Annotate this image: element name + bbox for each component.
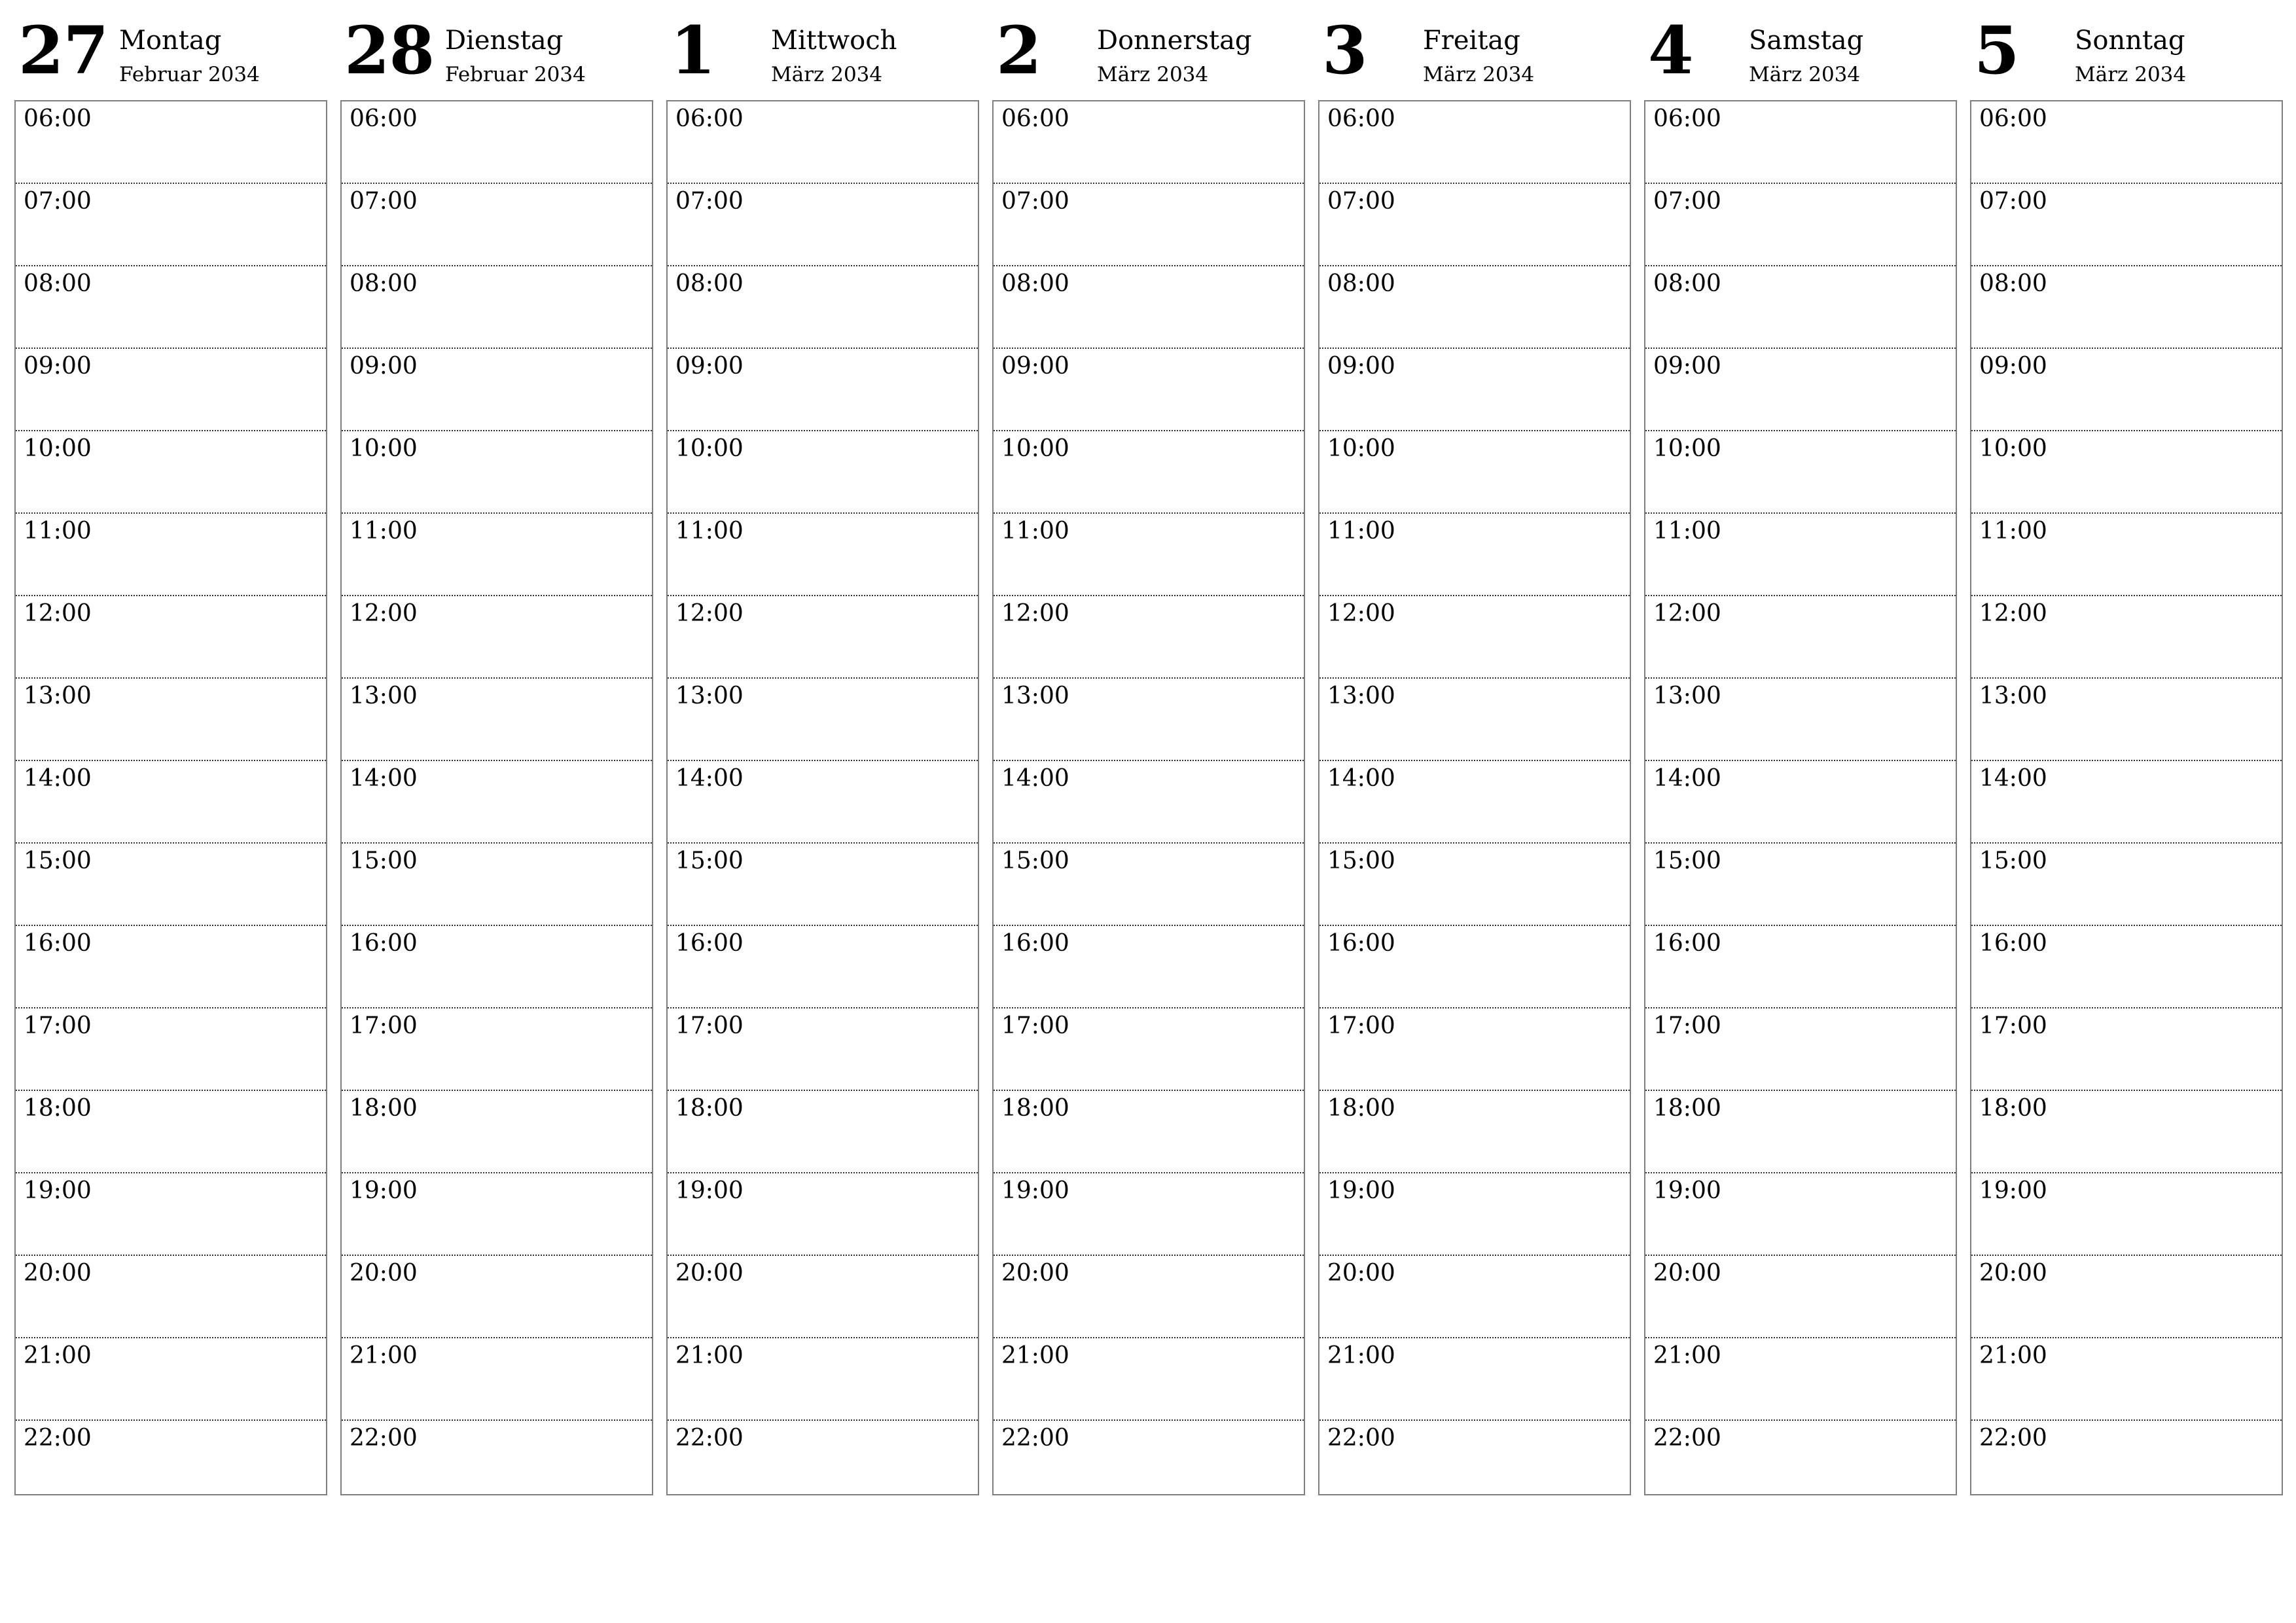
time-label: 22:00 bbox=[1327, 1425, 1395, 1452]
time-slot[interactable] bbox=[1971, 184, 2282, 266]
time-label: 09:00 bbox=[24, 353, 92, 380]
weekday-name: Mittwoch bbox=[771, 26, 897, 56]
time-label: 21:00 bbox=[1327, 1342, 1395, 1369]
time-label: 06:00 bbox=[24, 105, 92, 132]
time-label: 10:00 bbox=[350, 435, 418, 462]
time-label: 14:00 bbox=[24, 765, 92, 792]
time-label: 11:00 bbox=[350, 518, 418, 544]
day-column bbox=[1644, 0, 1957, 1452]
time-label: 16:00 bbox=[1001, 930, 1069, 957]
time-label: 19:00 bbox=[350, 1177, 418, 1204]
time-label: 13:00 bbox=[1979, 683, 2047, 709]
weekday-name: Sonntag bbox=[2075, 26, 2185, 56]
time-label: 11:00 bbox=[1979, 518, 2047, 544]
time-label: 10:00 bbox=[1327, 435, 1395, 462]
time-slot[interactable] bbox=[1971, 926, 2282, 1008]
time-label: 11:00 bbox=[675, 518, 744, 544]
time-label: 06:00 bbox=[1327, 105, 1395, 132]
time-slot[interactable] bbox=[342, 596, 652, 679]
day-number: 3 bbox=[1322, 12, 1367, 89]
time-label: 19:00 bbox=[1979, 1177, 2047, 1204]
time-slot[interactable] bbox=[1971, 431, 2282, 514]
time-slot[interactable] bbox=[1971, 101, 2282, 184]
time-label: 09:00 bbox=[350, 353, 418, 380]
time-label: 07:00 bbox=[1327, 188, 1395, 215]
time-slot[interactable] bbox=[994, 1173, 1304, 1256]
time-label: 16:00 bbox=[1979, 930, 2047, 957]
time-slot[interactable] bbox=[1645, 761, 1956, 844]
time-label: 08:00 bbox=[675, 270, 744, 297]
day-header bbox=[1970, 0, 2283, 99]
day-header bbox=[1318, 0, 1631, 99]
month-year: März 2034 bbox=[2075, 63, 2187, 86]
month-year: Februar 2034 bbox=[119, 63, 260, 86]
time-slot[interactable] bbox=[16, 1008, 326, 1091]
time-label: 18:00 bbox=[350, 1095, 418, 1122]
time-slot[interactable] bbox=[668, 1173, 978, 1256]
time-slot[interactable] bbox=[16, 1256, 326, 1338]
time-slot[interactable] bbox=[994, 844, 1304, 926]
time-slot[interactable] bbox=[1645, 1338, 1956, 1421]
time-slot[interactable] bbox=[342, 431, 652, 514]
time-slot[interactable] bbox=[1971, 1256, 2282, 1338]
time-label: 21:00 bbox=[1001, 1342, 1069, 1369]
time-label: 19:00 bbox=[24, 1177, 92, 1204]
time-label: 06:00 bbox=[1979, 105, 2047, 132]
time-slot[interactable] bbox=[1319, 926, 1630, 1008]
time-label: 12:00 bbox=[1001, 600, 1069, 627]
time-slot[interactable] bbox=[1645, 679, 1956, 761]
time-slot[interactable] bbox=[1645, 431, 1956, 514]
time-label: 09:00 bbox=[1653, 353, 1721, 380]
time-slot[interactable] bbox=[16, 349, 326, 431]
time-label: 06:00 bbox=[1001, 105, 1069, 132]
time-slot[interactable] bbox=[342, 1338, 652, 1421]
time-slot[interactable] bbox=[16, 1421, 326, 1502]
time-slot[interactable] bbox=[668, 514, 978, 596]
time-slot[interactable] bbox=[1319, 514, 1630, 596]
day-number: 28 bbox=[344, 12, 435, 89]
time-slot[interactable] bbox=[16, 514, 326, 596]
time-label: 06:00 bbox=[350, 105, 418, 132]
time-label: 12:00 bbox=[24, 600, 92, 627]
time-slot[interactable] bbox=[994, 679, 1304, 761]
time-label: 14:00 bbox=[1001, 765, 1069, 792]
time-label: 18:00 bbox=[675, 1095, 744, 1122]
time-label: 17:00 bbox=[1327, 1012, 1395, 1039]
time-slot[interactable] bbox=[668, 184, 978, 266]
time-label: 16:00 bbox=[350, 930, 418, 957]
time-label: 17:00 bbox=[24, 1012, 92, 1039]
time-label: 08:00 bbox=[1979, 270, 2047, 297]
time-slot[interactable] bbox=[1645, 514, 1956, 596]
time-label: 17:00 bbox=[675, 1012, 744, 1039]
time-label: 06:00 bbox=[1653, 105, 1721, 132]
time-slot[interactable] bbox=[1971, 349, 2282, 431]
time-label: 22:00 bbox=[1979, 1425, 2047, 1452]
time-slot[interactable] bbox=[342, 1173, 652, 1256]
time-slot[interactable] bbox=[342, 1008, 652, 1091]
time-slot[interactable] bbox=[1971, 514, 2282, 596]
time-label: 12:00 bbox=[1979, 600, 2047, 627]
time-label: 13:00 bbox=[350, 683, 418, 709]
time-label: 22:00 bbox=[675, 1425, 744, 1452]
time-slot[interactable] bbox=[994, 514, 1304, 596]
time-slot[interactable] bbox=[16, 1173, 326, 1256]
time-slot[interactable] bbox=[1645, 1421, 1956, 1502]
time-label: 22:00 bbox=[24, 1425, 92, 1452]
weekday-name: Samstag bbox=[1749, 26, 1864, 56]
time-slot[interactable] bbox=[1319, 184, 1630, 266]
time-label: 09:00 bbox=[1979, 353, 2047, 380]
time-slot[interactable] bbox=[16, 926, 326, 1008]
time-slot[interactable] bbox=[1971, 761, 2282, 844]
day-header bbox=[992, 0, 1305, 99]
time-label: 14:00 bbox=[350, 765, 418, 792]
time-slot[interactable] bbox=[668, 1091, 978, 1173]
time-slot[interactable] bbox=[1319, 844, 1630, 926]
day-schedule-box bbox=[992, 100, 1305, 1495]
time-label: 10:00 bbox=[24, 435, 92, 462]
time-slot[interactable] bbox=[1971, 1008, 2282, 1091]
day-header bbox=[1644, 0, 1957, 99]
time-label: 16:00 bbox=[675, 930, 744, 957]
time-slot[interactable] bbox=[16, 266, 326, 349]
time-slot[interactable] bbox=[1319, 761, 1630, 844]
time-label: 10:00 bbox=[675, 435, 744, 462]
time-label: 22:00 bbox=[1001, 1425, 1069, 1452]
time-label: 19:00 bbox=[1653, 1177, 1721, 1204]
time-slot[interactable] bbox=[1645, 1008, 1956, 1091]
time-slot[interactable] bbox=[994, 101, 1304, 184]
time-label: 17:00 bbox=[1653, 1012, 1721, 1039]
time-label: 11:00 bbox=[1001, 518, 1069, 544]
weekday-name: Freitag bbox=[1423, 26, 1520, 56]
time-label: 09:00 bbox=[1327, 353, 1395, 380]
time-slot[interactable] bbox=[342, 184, 652, 266]
time-label: 10:00 bbox=[1979, 435, 2047, 462]
time-label: 20:00 bbox=[24, 1260, 92, 1287]
time-slot[interactable] bbox=[668, 1421, 978, 1502]
time-label: 13:00 bbox=[1653, 683, 1721, 709]
time-label: 17:00 bbox=[1001, 1012, 1069, 1039]
time-slot[interactable] bbox=[1319, 1338, 1630, 1421]
day-schedule-box bbox=[1644, 100, 1957, 1495]
time-slot[interactable] bbox=[1971, 844, 2282, 926]
time-label: 21:00 bbox=[24, 1342, 92, 1369]
time-label: 08:00 bbox=[24, 270, 92, 297]
time-slot[interactable] bbox=[342, 101, 652, 184]
month-year: März 2034 bbox=[1749, 63, 1861, 86]
time-slot[interactable] bbox=[16, 844, 326, 926]
time-slot[interactable] bbox=[1645, 844, 1956, 926]
time-label: 10:00 bbox=[1001, 435, 1069, 462]
time-slot[interactable] bbox=[1971, 266, 2282, 349]
time-slot[interactable] bbox=[1319, 1173, 1630, 1256]
time-slot[interactable] bbox=[668, 1008, 978, 1091]
time-slot[interactable] bbox=[1645, 101, 1956, 184]
day-column bbox=[666, 0, 979, 1452]
time-label: 19:00 bbox=[675, 1177, 744, 1204]
time-label: 07:00 bbox=[675, 188, 744, 215]
time-slot[interactable] bbox=[994, 596, 1304, 679]
time-label: 20:00 bbox=[1327, 1260, 1395, 1287]
day-schedule-box bbox=[14, 100, 327, 1495]
time-slot[interactable] bbox=[1319, 1421, 1630, 1502]
time-label: 16:00 bbox=[1653, 930, 1721, 957]
time-label: 20:00 bbox=[675, 1260, 744, 1287]
time-slot[interactable] bbox=[1319, 1256, 1630, 1338]
time-slot[interactable] bbox=[994, 1091, 1304, 1173]
weekday-name: Montag bbox=[119, 26, 222, 56]
time-slot[interactable] bbox=[16, 679, 326, 761]
time-label: 07:00 bbox=[350, 188, 418, 215]
time-label: 15:00 bbox=[1979, 847, 2047, 874]
time-slot[interactable] bbox=[342, 1091, 652, 1173]
day-column bbox=[992, 0, 1305, 1452]
time-slot[interactable] bbox=[16, 184, 326, 266]
time-slot[interactable] bbox=[16, 431, 326, 514]
time-label: 19:00 bbox=[1001, 1177, 1069, 1204]
day-column bbox=[340, 0, 653, 1452]
time-slot[interactable] bbox=[994, 266, 1304, 349]
time-label: 15:00 bbox=[1653, 847, 1721, 874]
time-label: 07:00 bbox=[1979, 188, 2047, 215]
time-label: 10:00 bbox=[1653, 435, 1721, 462]
time-label: 18:00 bbox=[1653, 1095, 1721, 1122]
time-slot[interactable] bbox=[1971, 1421, 2282, 1502]
time-label: 22:00 bbox=[1653, 1425, 1721, 1452]
time-slot[interactable] bbox=[994, 184, 1304, 266]
time-label: 21:00 bbox=[350, 1342, 418, 1369]
time-slot[interactable] bbox=[342, 266, 652, 349]
time-label: 20:00 bbox=[1979, 1260, 2047, 1287]
time-label: 18:00 bbox=[1001, 1095, 1069, 1122]
day-number: 2 bbox=[996, 12, 1041, 89]
time-slot[interactable] bbox=[994, 431, 1304, 514]
time-label: 16:00 bbox=[24, 930, 92, 957]
time-slot[interactable] bbox=[1319, 266, 1630, 349]
time-slot[interactable] bbox=[342, 679, 652, 761]
time-slot[interactable] bbox=[16, 761, 326, 844]
time-slot[interactable] bbox=[1319, 349, 1630, 431]
time-label: 15:00 bbox=[350, 847, 418, 874]
time-slot[interactable] bbox=[1971, 1173, 2282, 1256]
time-label: 18:00 bbox=[1327, 1095, 1395, 1122]
time-label: 21:00 bbox=[675, 1342, 744, 1369]
time-slot[interactable] bbox=[1645, 1256, 1956, 1338]
time-slot[interactable] bbox=[994, 1256, 1304, 1338]
time-label: 21:00 bbox=[1979, 1342, 2047, 1369]
time-slot[interactable] bbox=[668, 1338, 978, 1421]
time-label: 14:00 bbox=[1327, 765, 1395, 792]
time-slot[interactable] bbox=[1319, 679, 1630, 761]
time-slot[interactable] bbox=[1971, 1338, 2282, 1421]
time-label: 13:00 bbox=[24, 683, 92, 709]
time-slot[interactable] bbox=[1645, 266, 1956, 349]
time-slot[interactable] bbox=[342, 761, 652, 844]
day-schedule-box bbox=[1970, 100, 2283, 1495]
time-slot[interactable] bbox=[342, 514, 652, 596]
time-slot[interactable] bbox=[1319, 596, 1630, 679]
day-schedule-box bbox=[340, 100, 653, 1495]
time-slot[interactable] bbox=[1971, 1091, 2282, 1173]
time-slot[interactable] bbox=[1645, 1091, 1956, 1173]
time-label: 11:00 bbox=[1327, 518, 1395, 544]
time-slot[interactable] bbox=[1645, 596, 1956, 679]
time-slot[interactable] bbox=[1319, 101, 1630, 184]
month-year: Februar 2034 bbox=[445, 63, 586, 86]
time-label: 09:00 bbox=[1001, 353, 1069, 380]
day-number: 4 bbox=[1648, 12, 1693, 89]
time-slot[interactable] bbox=[994, 1421, 1304, 1502]
time-slot[interactable] bbox=[1645, 184, 1956, 266]
time-slot[interactable] bbox=[668, 679, 978, 761]
day-number: 5 bbox=[1974, 12, 2019, 89]
time-slot[interactable] bbox=[16, 1091, 326, 1173]
time-slot[interactable] bbox=[994, 761, 1304, 844]
time-label: 20:00 bbox=[350, 1260, 418, 1287]
time-label: 21:00 bbox=[1653, 1342, 1721, 1369]
time-label: 20:00 bbox=[1001, 1260, 1069, 1287]
time-slot[interactable] bbox=[1971, 596, 2282, 679]
time-slot[interactable] bbox=[668, 761, 978, 844]
time-label: 18:00 bbox=[1979, 1095, 2047, 1122]
time-label: 12:00 bbox=[1653, 600, 1721, 627]
time-label: 14:00 bbox=[1653, 765, 1721, 792]
time-label: 13:00 bbox=[675, 683, 744, 709]
time-slot[interactable] bbox=[16, 596, 326, 679]
time-slot[interactable] bbox=[342, 1421, 652, 1502]
month-year: März 2034 bbox=[1423, 63, 1535, 86]
time-label: 14:00 bbox=[1979, 765, 2047, 792]
time-label: 08:00 bbox=[350, 270, 418, 297]
time-label: 07:00 bbox=[1653, 188, 1721, 215]
time-label: 11:00 bbox=[1653, 518, 1721, 544]
weekday-name: Donnerstag bbox=[1097, 26, 1252, 56]
time-label: 06:00 bbox=[675, 105, 744, 132]
time-slot[interactable] bbox=[1645, 349, 1956, 431]
day-header bbox=[14, 0, 327, 99]
time-slot[interactable] bbox=[668, 844, 978, 926]
time-label: 15:00 bbox=[675, 847, 744, 874]
time-slot[interactable] bbox=[1971, 679, 2282, 761]
day-column bbox=[1318, 0, 1631, 1452]
time-label: 09:00 bbox=[675, 353, 744, 380]
time-slot[interactable] bbox=[994, 926, 1304, 1008]
time-label: 08:00 bbox=[1653, 270, 1721, 297]
time-label: 17:00 bbox=[1979, 1012, 2047, 1039]
time-label: 07:00 bbox=[1001, 188, 1069, 215]
time-label: 20:00 bbox=[1653, 1260, 1721, 1287]
time-slot[interactable] bbox=[1319, 1091, 1630, 1173]
time-slot[interactable] bbox=[668, 349, 978, 431]
time-label: 13:00 bbox=[1327, 683, 1395, 709]
time-label: 12:00 bbox=[675, 600, 744, 627]
time-slot[interactable] bbox=[1319, 1008, 1630, 1091]
day-header bbox=[666, 0, 979, 99]
month-year: März 2034 bbox=[771, 63, 883, 86]
time-label: 12:00 bbox=[350, 600, 418, 627]
time-slot[interactable] bbox=[668, 596, 978, 679]
day-header bbox=[340, 0, 653, 99]
time-label: 14:00 bbox=[675, 765, 744, 792]
time-label: 17:00 bbox=[350, 1012, 418, 1039]
time-slot[interactable] bbox=[668, 266, 978, 349]
day-schedule-box bbox=[1318, 100, 1631, 1495]
time-slot[interactable] bbox=[668, 431, 978, 514]
day-column bbox=[14, 0, 327, 1452]
time-label: 12:00 bbox=[1327, 600, 1395, 627]
day-number: 1 bbox=[670, 12, 715, 89]
day-schedule-box bbox=[666, 100, 979, 1495]
time-label: 16:00 bbox=[1327, 930, 1395, 957]
day-column bbox=[1970, 0, 2283, 1452]
time-label: 08:00 bbox=[1327, 270, 1395, 297]
time-label: 15:00 bbox=[24, 847, 92, 874]
month-year: März 2034 bbox=[1097, 63, 1209, 86]
weekday-name: Dienstag bbox=[445, 26, 564, 56]
time-label: 22:00 bbox=[350, 1425, 418, 1452]
time-slot[interactable] bbox=[1319, 431, 1630, 514]
time-slot[interactable] bbox=[342, 844, 652, 926]
time-slot[interactable] bbox=[668, 926, 978, 1008]
time-slot[interactable] bbox=[1645, 1173, 1956, 1256]
time-slot[interactable] bbox=[994, 349, 1304, 431]
time-slot[interactable] bbox=[994, 1008, 1304, 1091]
time-label: 07:00 bbox=[24, 188, 92, 215]
time-slot[interactable] bbox=[668, 1256, 978, 1338]
time-slot[interactable] bbox=[342, 349, 652, 431]
time-slot[interactable] bbox=[16, 1338, 326, 1421]
time-slot[interactable] bbox=[1645, 926, 1956, 1008]
time-slot[interactable] bbox=[668, 101, 978, 184]
time-label: 15:00 bbox=[1001, 847, 1069, 874]
time-label: 13:00 bbox=[1001, 683, 1069, 709]
time-label: 08:00 bbox=[1001, 270, 1069, 297]
time-label: 19:00 bbox=[1327, 1177, 1395, 1204]
time-label: 15:00 bbox=[1327, 847, 1395, 874]
time-label: 11:00 bbox=[24, 518, 92, 544]
time-slot[interactable] bbox=[342, 1256, 652, 1338]
time-slot[interactable] bbox=[994, 1338, 1304, 1421]
time-slot[interactable] bbox=[342, 926, 652, 1008]
time-label: 18:00 bbox=[24, 1095, 92, 1122]
time-slot[interactable] bbox=[16, 101, 326, 184]
day-number: 27 bbox=[18, 12, 109, 89]
